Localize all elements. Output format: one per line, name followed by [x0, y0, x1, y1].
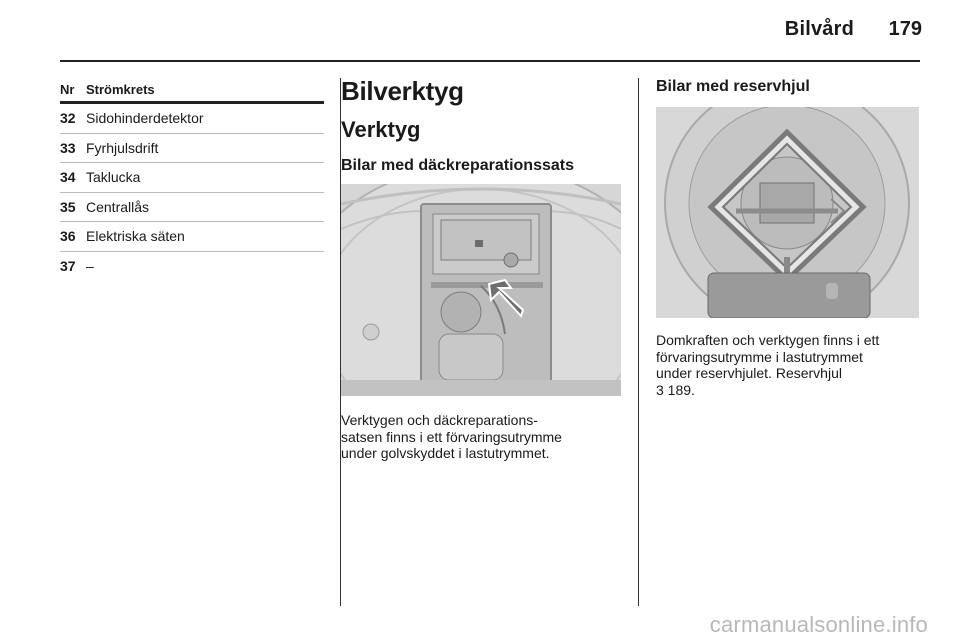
repair-kit-caption — [341, 412, 631, 462]
table-row — [60, 163, 324, 193]
caption-line: under golvskyddet i lastutrymmet. — [341, 445, 550, 461]
fuse-table — [60, 80, 324, 281]
column-header-nr: Nr — [60, 82, 75, 97]
section-subtitle: Verktyg — [341, 117, 421, 142]
spare-wheel-illustration — [656, 107, 919, 318]
table-row — [60, 193, 324, 223]
table-row — [60, 252, 324, 281]
spare-wheel-caption — [656, 332, 926, 398]
fuse-circuit: Sidohinderdetektor — [86, 110, 204, 126]
column-divider-right — [638, 78, 639, 606]
page-number: 179 — [888, 18, 922, 40]
spare-wheel-heading: Bilar med reservhjul — [656, 78, 810, 95]
caption-line: förvaringsutrymme i lastutrymmet — [656, 348, 863, 365]
running-header-title: Bilvård — [784, 18, 854, 40]
column-header-circuit: Strömkrets — [86, 82, 155, 97]
header-rule — [60, 60, 920, 62]
fuse-number: 34 — [60, 169, 76, 186]
caption-line: Verktygen och däckreparations- — [341, 412, 538, 428]
fuse-circuit: Taklucka — [86, 169, 141, 186]
fuse-number: 33 — [60, 139, 76, 156]
fuse-table-header — [60, 80, 324, 104]
page-reference-link[interactable]: 3 189. — [656, 381, 695, 398]
watermark-text: carmanualsonline.info — [709, 612, 928, 637]
table-row — [60, 222, 324, 252]
table-row — [60, 104, 324, 134]
fuse-number: 32 — [60, 110, 76, 126]
fuse-number: 37 — [60, 257, 76, 274]
fuse-circuit: – — [86, 257, 94, 274]
fuse-circuit: Centrallås — [86, 198, 150, 215]
section-title: Bilverktyg — [341, 76, 464, 106]
caption-line: under reservhjulet. Reservhjul — [656, 365, 842, 381]
caption-line: satsen finns i ett förvaringsutrymme — [341, 428, 562, 445]
repair-kit-illustration — [341, 184, 621, 396]
caption-line: Domkraften och verktygen finns i ett — [656, 332, 880, 348]
fuse-circuit: Elektriska säten — [86, 228, 185, 245]
fuse-circuit: Fyrhjulsdrift — [86, 139, 159, 156]
fuse-number: 35 — [60, 198, 76, 215]
repair-kit-heading: Bilar med däckreparationssats — [341, 157, 574, 174]
table-row — [60, 134, 324, 164]
fuse-number: 36 — [60, 228, 76, 245]
